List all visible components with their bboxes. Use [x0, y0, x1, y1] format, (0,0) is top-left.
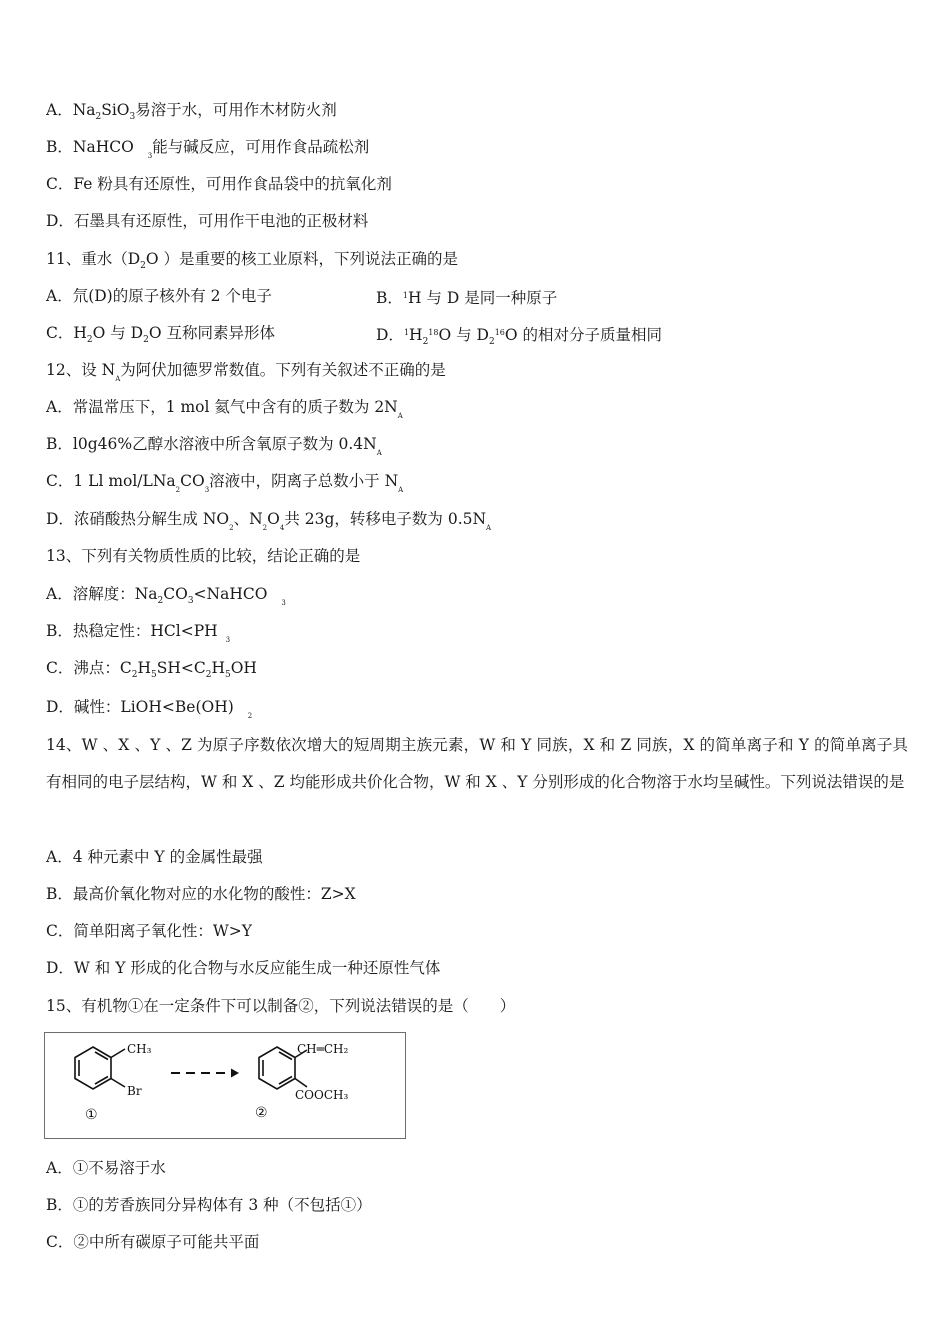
q13-stem: 13、下列有关物质性质的比较，结论正确的是: [46, 547, 361, 565]
q11-option-a: A．氘(D)的原子核外有 2 个电子: [46, 287, 272, 305]
q14-option-b: B．最高价氧化物对应的水化物的酸性：Z>X: [46, 885, 356, 903]
reaction-scheme-figure: [44, 1032, 406, 1139]
q14-option-a: A．4 种元素中 Y 的金属性最强: [46, 848, 263, 866]
q11-option-d: D．$^1H_2^{18}O$ 与 $D_2^{16}O$ 的相对分子质量相同: [376, 326, 663, 347]
molecule-1-ring: [75, 1047, 125, 1089]
molecule-2-vinyl-label: CH═CH₂: [297, 1042, 349, 1056]
q14-stem: 14、W 、X 、Y 、Z 为原子序数依次增大的短周期主族元素，W 和 Y 同族，X 和 Z 同族，X 的简单离子和 Y 的简单离子具有相同的电子层结构，W 和 X 、Z 均能形成共价化合物，W 和 X 、Y 分别形成的化合物溶于水均呈碱性。下列说法错误的是: [46, 736, 908, 791]
arrow-head-icon: [231, 1069, 239, 1078]
q14-option-d: D．W 和 Y 形成的化合物与水反应能生成一种还原性气体: [46, 959, 441, 977]
q12-option-c: C．1 Ll mol/$LNa_2CO_3$溶液中，阴离子总数小于 $N_A$: [46, 472, 404, 494]
q12-option-b: B．l0g46%乙醇水溶液中所含氧原子数为 $0.4N_A$: [46, 435, 382, 457]
q13-option-a: A．溶解度：$Na_2CO_3<NaHCO$ $_3$: [46, 585, 286, 607]
q11-options-row2: [46, 322, 910, 351]
q11-options-row1: [46, 285, 910, 307]
q11-stem: 11、重水（$D_2O$ ）是重要的核工业原料，下列说法正确的是: [46, 250, 459, 271]
molecule-1-number: ①: [85, 1107, 98, 1123]
q11-option-c: C．$H_2O$ 与 $D_2O$ 互称同素异形体: [46, 324, 275, 345]
q12-option-d: D．浓硝酸热分解生成 $NO_2$、$N_2O_4$共 23g，转移电子数为 $0.5N_A$: [46, 510, 492, 532]
q12-stem: 12、设 $N_A$为阿伏加德罗常数值。下列有关叙述不正确的是: [46, 361, 446, 383]
q13-option-b: B．热稳定性：HCl<PH $_3$: [46, 622, 231, 644]
q13-option-c: C．沸点：$C_2H_5SH<C_2H_5OH$: [46, 659, 257, 680]
q12-option-a: A．常温常压下，1 mol 氦气中含有的质子数为 $2N_A$: [46, 398, 403, 420]
q10-option-a: A．$Na_2SiO_3$易溶于水，可用作木材防火剂: [46, 101, 337, 122]
q11-option-b: B．$^1$H 与 D 是同一种原子: [376, 289, 558, 307]
q10-option-c: C．Fe 粉具有还原性，可用作食品袋中的抗氧化剂: [46, 175, 392, 193]
molecule-1-ch3-label: CH₃: [127, 1042, 152, 1056]
q10-option-d: D．石墨具有还原性，可用作干电池的正极材料: [46, 212, 369, 230]
reaction-scheme-svg: [45, 1033, 405, 1138]
q15-option-b: B．①的芳香族同分异构体有 3 种（不包括①）: [46, 1196, 372, 1214]
q15-option-a: A．①不易溶于水: [46, 1159, 166, 1177]
q13-option-d: D．碱性：LiOH<Be(OH) $_2$: [46, 698, 253, 720]
q14-option-c: C．简单阳离子氧化性：W>Y: [46, 922, 253, 940]
q15-option-c: C．②中所有碳原子可能共平面: [46, 1233, 260, 1251]
molecule-2-ester-label: COOCH₃: [295, 1088, 349, 1102]
q15-stem: 15、有机物①在一定条件下可以制备②，下列说法错误的是（ ）: [46, 997, 516, 1015]
molecule-1-br-label: Br: [127, 1084, 142, 1098]
molecule-2-number: ②: [255, 1105, 268, 1121]
q10-option-b: B．NaHCO $_3$能与碱反应，可用作食品疏松剂: [46, 138, 370, 160]
